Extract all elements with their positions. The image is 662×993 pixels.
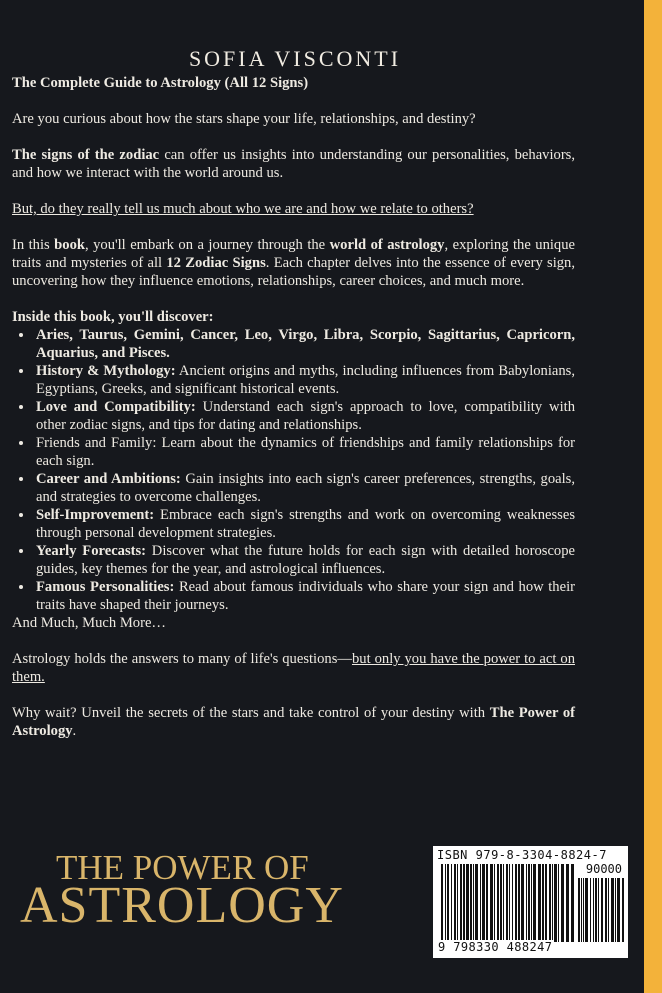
barcode-bar [497,864,499,942]
barcode-bar [585,878,588,942]
intro-question: Are you curious about how the stars shape your life, relationships, and destiny? [12,111,476,127]
barcode-bar [490,864,493,942]
list-item: • Friends and Family: Learn about the dynamics of friendships and family relationships for each sign. [34,434,575,470]
barcode-bar [480,864,481,942]
barcode-bar [494,864,495,942]
barcode-bar [470,864,472,942]
barcode-bar [545,864,547,942]
list-item: • Yearly Forecasts: Discover what the future holds for each sign with detailed horoscope guides, key themes for the year, and astrological influences. [34,542,575,578]
price-code: 90000 [585,862,622,876]
underlined-question: But, do they really tell us much about who we are and how we relate to others? [12,201,474,217]
barcode-bar [457,864,458,942]
ean-digits: 9 798330 488247 [438,940,553,954]
barcode-bar [526,864,527,942]
barcode-bar [595,878,597,942]
barcode-bar [552,864,553,942]
barcode-bar [482,864,485,942]
barcode-bar [486,864,488,942]
barcode-bar [601,878,603,942]
barcode-bar [447,864,449,942]
barcode-bar [460,864,462,942]
barcode-bar [473,864,474,942]
barcode-bar [615,878,616,942]
barcode-bar [466,864,469,942]
barcode-bar [512,864,513,942]
barcode-bar [463,864,465,942]
barcode-bar [506,864,508,942]
barcode-bar [518,864,520,942]
barcode-bar [503,864,504,942]
list-item: • Self-Improvement: Embrace each sign's strengths and work on overcoming weaknesses through personal development strategies. [34,506,575,542]
barcode-bar [509,864,510,942]
barcode-bar [454,864,456,942]
logo-line-1: THE POWER OF [56,848,309,887]
barcode-bar [533,864,536,942]
barcode-bar [542,864,544,942]
barcode-bar [583,878,584,942]
barcode-bar [622,878,624,942]
barcode-bar [538,864,541,942]
list-item: • Famous Personalities: Read about famous individuals who share your sign and how their traits have shaped their journeys. [34,578,575,614]
barcode-bar [451,864,452,942]
list-item: • Love and Compatibility: Understand each sign's approach to love, compatibility with other zodiac signs, and tips for dating and relationships. [34,398,575,434]
subtitle: The Complete Guide to Astrology (All 12 Signs) [12,75,309,91]
zodiac-paragraph: The signs of the zodiac can offer us insights into understanding our personalities, behaviors, and how we interact with the world around us. [12,147,576,181]
barcode-bar [500,864,502,942]
barcode-bar [581,878,582,942]
barcode-bar [549,864,551,942]
barcode-bar [605,878,607,942]
spine-strip [644,0,662,993]
barcode-bar [531,864,532,942]
barcode-bar [598,878,599,942]
list-item: • History & Mythology: Ancient origins and myths, including influences from Babylonians, Egyptians, Greeks, and significant historical events. [34,362,575,398]
barcode-bar [571,864,574,942]
barcode-bar [475,864,478,942]
book-paragraph: In this book, you'll embark on a journey through the world of astrology, exploring the unique traits and mysteries of all 12 Zodiac Signs. Each chapter delves into the essence of every sign, uncovering how they influence emotions, relationships, career choices, and much more. [12,237,575,289]
list-item: • Aries, Taurus, Gemini, Cancer, Leo, Virgo, Libra, Scorpio, Sagittarius, Capricorn, Aquarius, and Pisces. [34,326,575,362]
barcode-bar [528,864,530,942]
barcode-bar [566,864,569,942]
list-item: • Career and Ambitions: Gain insights into each sign's career preferences, strengths, goals, and strategies to overcome challenges. [34,470,575,506]
isbn-label: ISBN 979-8-3304-8824-7 [437,848,607,862]
back-cover-text [12,74,575,740]
barcode-bar [441,864,443,942]
closing-paragraph: Why wait? Unveil the secrets of the stars and take control of your destiny with The Power of Astrology. [12,705,575,739]
barcode-bar [590,878,591,942]
answers-paragraph: Astrology holds the answers to many of life's questions—but only you have the power to act on them. [12,651,575,685]
author-name: SOFIA VISCONTI [188,46,402,71]
barcode-bar [617,878,620,942]
barcode-bar [608,878,609,942]
barcode-bar [578,878,580,942]
barcode-bar [515,864,517,942]
book-title-logo [12,848,344,948]
barcode-bar [611,878,614,942]
discover-heading: Inside this book, you'll discover: [12,309,214,325]
logo-line-2: ASTROLOGY [20,877,344,934]
and-much-more: And Much, Much More… [12,615,167,631]
barcode-bar [558,864,559,942]
barcode-bar [445,864,446,942]
isbn-barcode [433,846,628,958]
barcode-bar [554,864,557,942]
barcode-bar [593,878,594,942]
barcode-bar [561,864,564,942]
discover-list [12,326,575,614]
barcode-bar [521,864,524,942]
